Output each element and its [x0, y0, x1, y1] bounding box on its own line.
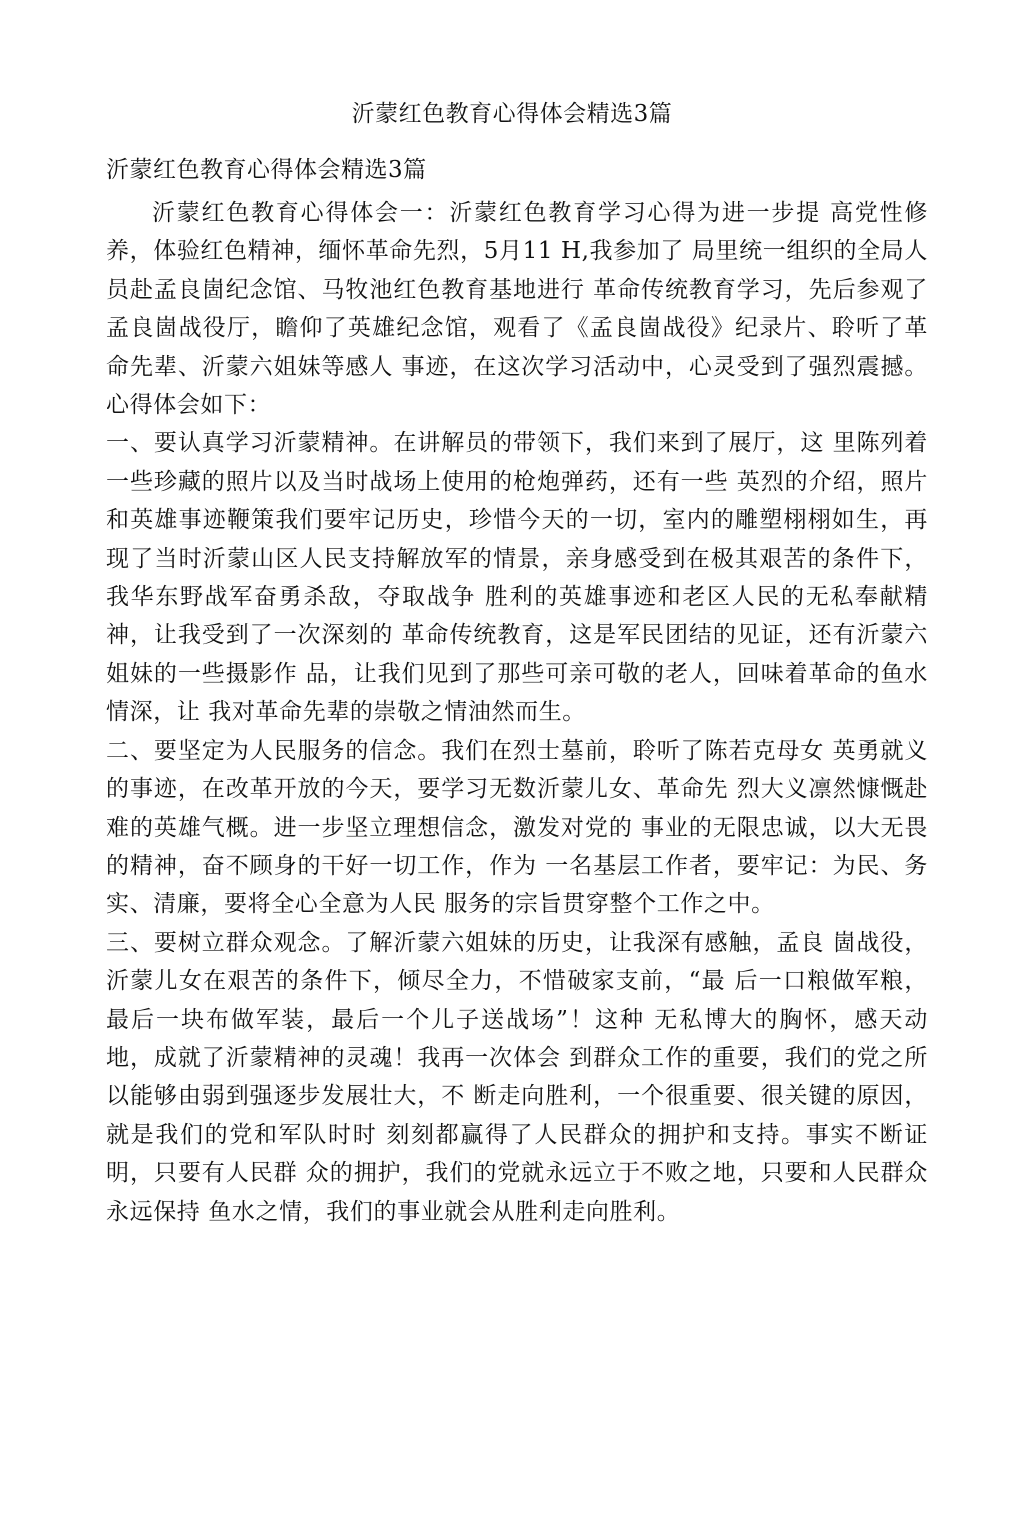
paragraph-section-2: 二、要坚定为人民服务的信念。我们在烈士墓前，聆听了陈若克母女 英勇就义的事迹，在改革开放的今天，要学习无数沂蒙儿女、革命先 烈大义凛然慷慨赴难的英雄气概。进一步坚立理想信念，激发对党的 事业的无限忠诚，以大无畏的精神，奋不顾身的干好一切工作，作为 一名基层工作者，要牢记：为民、务实、清廉，要将全心全意为人民 服务的宗旨贯穿整个工作之中。 — [106, 737, 928, 918]
document-body — [106, 194, 928, 1231]
document-subtitle: 沂蒙红色教育心得体会精选3篇 — [106, 157, 427, 183]
page-title: 沂蒙红色教育心得体会精选3篇 — [351, 101, 673, 127]
paragraph-section-1: 一、要认真学习沂蒙精神。在讲解员的带领下，我们来到了展厅，这 里陈列着一些珍藏的照片以及当时战场上使用的枪炮弹药，还有一些 英烈的介绍，照片和英雄事迹鞭策我们要牢记历史，珍惜今天的一切，室内的雕塑栩栩如生，再现了当时沂蒙山区人民支持解放军的情景，亲身感受到在极其艰苦的条件下，我华东野战军奋勇杀敌，夺取战争 胜利的英雄事迹和老区人民的无私奉献精神，让我受到了一次深刻的 革命传统教育，这是军民团结的见证，还有沂蒙六姐妹的一些摄影作 品，让我们见到了那些可亲可敬的老人，回味着革命的鱼水情深，让 我对革命先辈的崇敬之情油然而生。 — [106, 430, 928, 726]
paragraph-intro: 沂蒙红色教育心得体会一：沂蒙红色教育学习心得为进一步提 高党性修养，体验红色精神，缅怀革命先烈，5月11 H,我参加了 局里统一组织的全局人员赴孟良崮纪念馆、马牧池红色教育基地进行 革命传统教育学习，先后参观了孟良崮战役厅，瞻仰了英雄纪念馆，观看了《孟良崮战役》纪录片、聆听了革命先辈、沂蒙六姐妹等感人 事迹，在这次学习活动中，心灵受到了强烈震撼。心得体会如下： — [106, 200, 928, 419]
paragraph-section-3: 三、要树立群众观念。了解沂蒙六姐妹的历史，让我深有感触，孟良 崮战役，沂蒙儿女在艰苦的条件下，倾尽全力，不惜破家支前，“最 后一口粮做军粮，最后一块布做军装，最后一个儿子送战场”！这种 无私博大的胸怀，感天动地，成就了沂蒙精神的灵魂！我再一次体会 到群众工作的重要，我们的党之所以能够由弱到强逐步发展壮大，不 断走向胜利，一个很重要、很关键的原因，就是我们的党和军队时时 刻刻都赢得了人民群众的拥护和支持。事实不断证明，只要有人民群 众的拥护，我们的党就永远立于不败之地，只要和人民群众永远保持 鱼水之情，我们的事业就会从胜利走向胜利。 — [106, 929, 928, 1225]
